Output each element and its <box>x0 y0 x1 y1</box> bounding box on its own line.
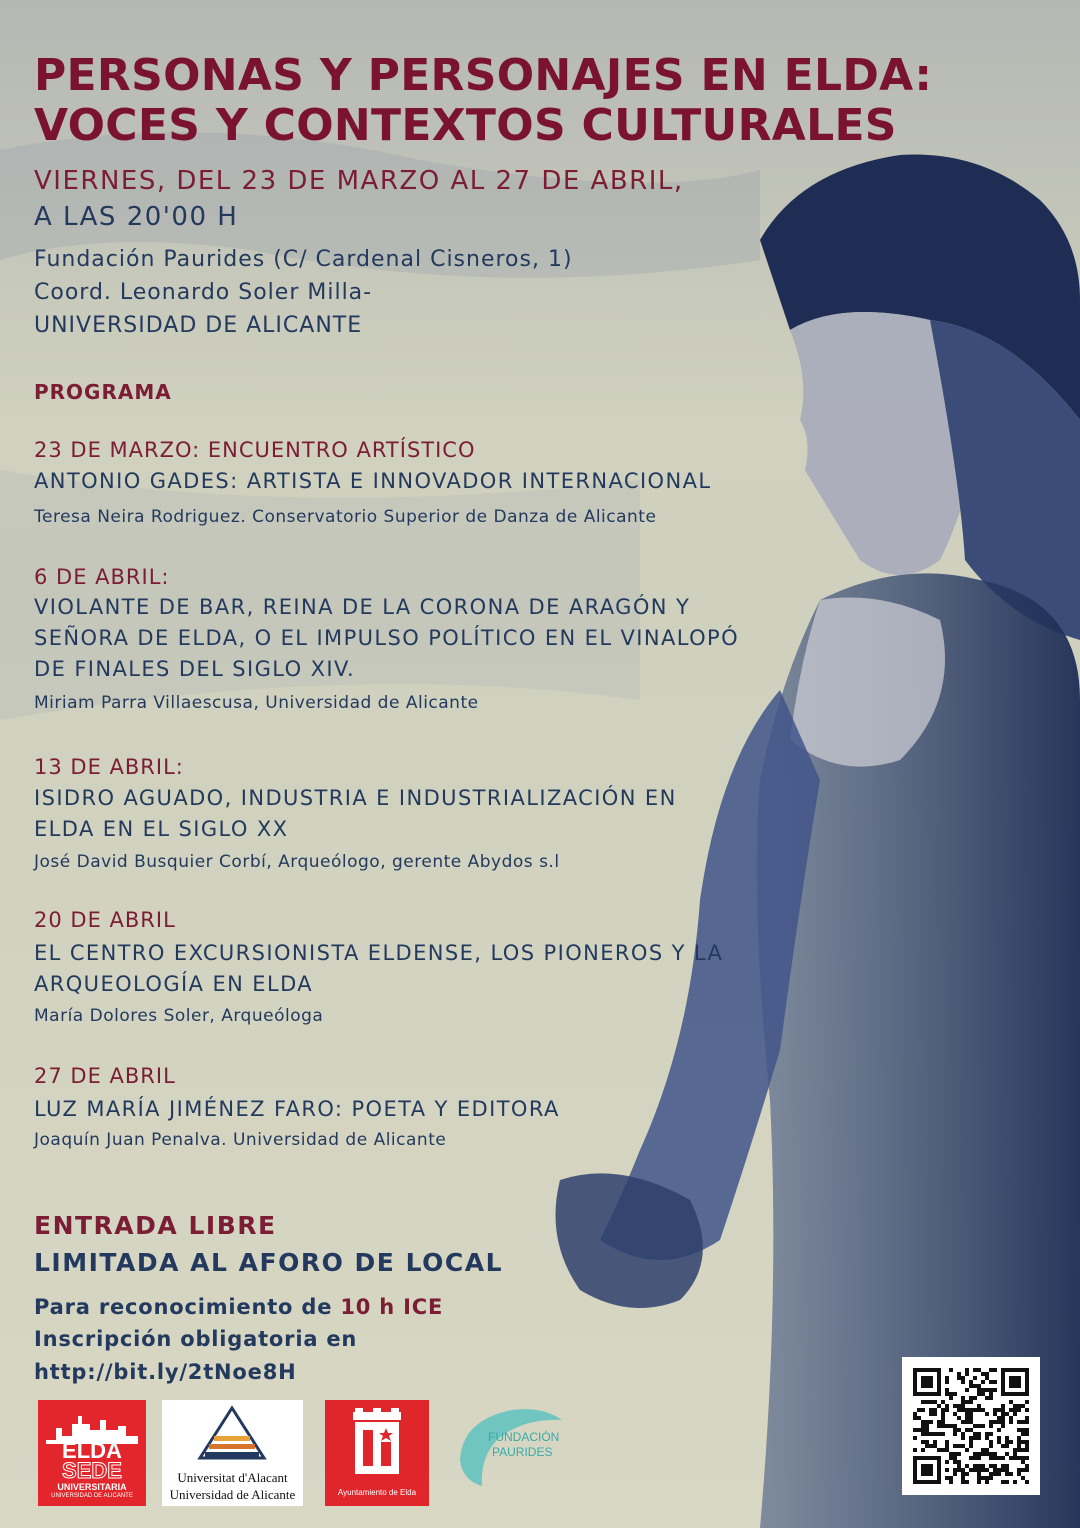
ayuntamiento-elda-logo <box>325 1400 429 1506</box>
ua-triangle-icon <box>162 1400 303 1470</box>
session-title: EL CENTRO EXCURSIONISTA ELDENSE, LOS PIONEROS Y LA <box>34 941 724 965</box>
elda-sede-logo <box>38 1400 146 1506</box>
poster-title-line2: VOCES Y CONTEXTOS CULTURALES <box>34 100 897 151</box>
elda-logo-title: ELDA <box>62 1438 122 1463</box>
session-date: 27 DE ABRIL <box>34 1064 176 1088</box>
session-speaker: Teresa Neira Rodriguez. Conservatorio Superior de Danza de Alicante <box>34 507 657 527</box>
schedule-time: A LAS 20'00 H <box>34 202 239 232</box>
venue-text: Fundación Paurides (C/ Cardenal Cisneros, 1) <box>34 247 573 272</box>
fundacion-paurides-logo <box>452 1400 582 1506</box>
session-date: 23 DE MARZO: ENCUENTRO ARTÍSTICO <box>34 438 476 462</box>
session-title: ARQUEOLOGÍA EN ELDA <box>34 972 314 996</box>
ua-logo-line2: Universidad de Alicante <box>169 1487 296 1502</box>
session-title: DE FINALES DEL SIGLO XIV. <box>34 657 356 681</box>
session-title: ANTONIO GADES: ARTISTA E INNOVADOR INTERNACIONAL <box>34 469 712 493</box>
ayto-logo-text: Ayuntamiento de Elda <box>337 1488 417 1497</box>
schedule-dates: VIERNES, DEL 23 DE MARZO AL 27 DE ABRIL, <box>34 166 684 196</box>
entry-limited: LIMITADA AL AFORO DE LOCAL <box>34 1248 503 1277</box>
recognition-hours: 10 h ICE <box>340 1295 444 1319</box>
castle-shield-icon <box>325 1400 429 1482</box>
paurides-logo-line2: PAURIDES <box>492 1445 553 1459</box>
inscription-text: Inscripción obligatoria en <box>34 1327 358 1351</box>
session-date: 13 DE ABRIL: <box>34 755 184 779</box>
qr-code[interactable] <box>902 1357 1040 1495</box>
session-speaker: José David Busquier Corbí, Arqueólogo, gerente Abydos s.l <box>34 852 560 872</box>
session-title: SEÑORA DE ELDA, O EL IMPULSO POLÍTICO EN EL VINALOPÓ <box>34 626 740 650</box>
university-text: UNIVERSIDAD DE ALICANTE <box>34 313 363 338</box>
session-speaker: María Dolores Soler, Arqueóloga <box>34 1006 324 1026</box>
qr-code-image <box>902 1357 1040 1495</box>
program-heading: PROGRAMA <box>34 380 172 404</box>
session-title: ELDA EN EL SIGLO XX <box>34 817 289 841</box>
paurides-logo-line1: FUNDACIÓN <box>488 1430 560 1444</box>
ua-logo-line1: Universitat d'Alacant <box>177 1470 288 1485</box>
entry-free: ENTRADA LIBRE <box>34 1211 277 1240</box>
session-date: 20 DE ABRIL <box>34 908 176 932</box>
elda-logo-sub: UNIVERSITARIA <box>57 1482 127 1492</box>
elda-logo-sede: SEDE <box>62 1458 122 1483</box>
session-speaker: Joaquín Juan Penalva. Universidad de Alicante <box>34 1130 447 1150</box>
session-title: VIOLANTE DE BAR, REINA DE LA CORONA DE ARAGÓN Y <box>34 595 691 619</box>
registration-link[interactable]: http://bit.ly/2tNoe8H <box>34 1360 297 1384</box>
session-title: LUZ MARÍA JIMÉNEZ FARO: POETA Y EDITORA <box>34 1097 560 1121</box>
recognition-prefix: Para reconocimiento de <box>34 1295 341 1319</box>
poster-title-line1: PERSONAS Y PERSONAJES EN ELDA: <box>34 50 933 101</box>
recognition-text <box>34 1295 443 1319</box>
elda-logo-small: UNIVERSIDAD DE ALICANTE <box>51 1493 133 1499</box>
session-title: ISIDRO AGUADO, INDUSTRIA E INDUSTRIALIZACIÓN EN <box>34 786 677 810</box>
universidad-alicante-logo <box>162 1400 303 1506</box>
session-date: 6 DE ABRIL: <box>34 565 170 589</box>
coordinator-text: Coord. Leonardo Soler Milla- <box>34 280 373 305</box>
session-speaker: Miriam Parra Villaescusa, Universidad de Alicante <box>34 693 479 713</box>
